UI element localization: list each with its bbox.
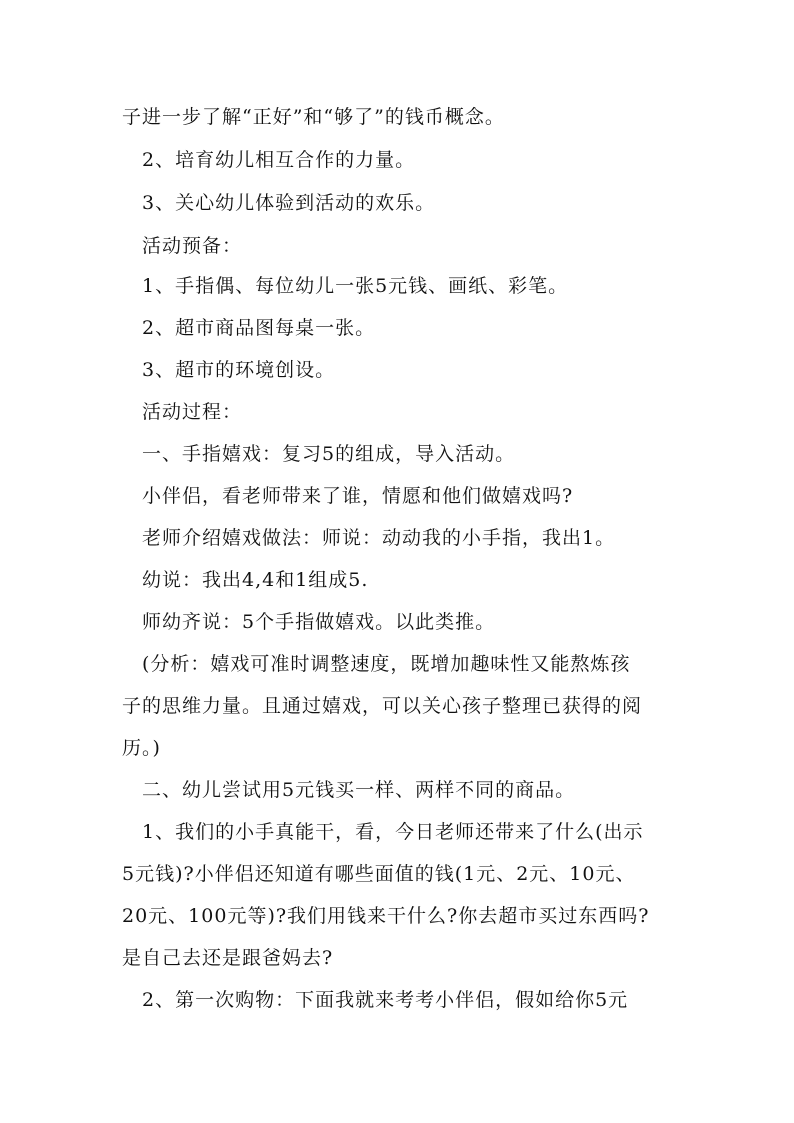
text-line: 幼说：我出4,4和1组成5. xyxy=(142,569,369,591)
text-line: 二、幼儿尝试用5元钱买一样、两样不同的商品。 xyxy=(142,779,576,801)
text-line: 子的思维力量。且通过嬉戏，可以关心孩子整理已获得的阅 xyxy=(122,695,643,717)
text-line: 是自己去还是跟爸妈去? xyxy=(122,947,334,969)
text-line: 小伴侣，看老师带来了谁，情愿和他们做嬉戏吗? xyxy=(142,485,574,507)
text-line: 一、手指嬉戏：复习5的组成，导入活动。 xyxy=(142,443,516,465)
text-line: 师幼齐说：5个手指做嬉戏。以此类推。 xyxy=(142,611,496,633)
section-heading: 活动过程： xyxy=(142,401,243,423)
text-line: 3、超市的环境创设。 xyxy=(142,359,336,381)
text-line: 老师介绍嬉戏做法：师说：动动我的小手指，我出1。 xyxy=(142,527,616,549)
text-line: 1、我们的小手真能干，看，今日老师还带来了什么(出示 xyxy=(142,821,644,843)
text-line: (分析：嬉戏可准时调整速度，既增加趣味性又能熬炼孩 xyxy=(142,653,631,675)
text-line: 1、手指偶、每位幼儿一张5元钱、画纸、彩笔。 xyxy=(142,275,569,297)
text-line: 子进一步了解“正好”和“够了”的钱币概念。 xyxy=(122,106,505,128)
text-line: 20元、100元等)?我们用钱来干什么?你去超市买过东西吗? xyxy=(122,905,650,927)
section-heading: 活动预备： xyxy=(142,235,243,257)
text-line: 历。) xyxy=(122,737,161,759)
text-line: 2、超市商品图每桌一张。 xyxy=(142,317,376,339)
text-line: 2、培育幼儿相互合作的力量。 xyxy=(142,149,416,171)
text-line: 2、第一次购物：下面我就来考考小伴侣，假如给你5元 xyxy=(142,989,629,1011)
text-line: 5元钱)?小伴侣还知道有哪些面值的钱(1元、2元、10元、 xyxy=(122,863,636,885)
text-line: 3、关心幼儿体验到活动的欢乐。 xyxy=(142,192,436,214)
